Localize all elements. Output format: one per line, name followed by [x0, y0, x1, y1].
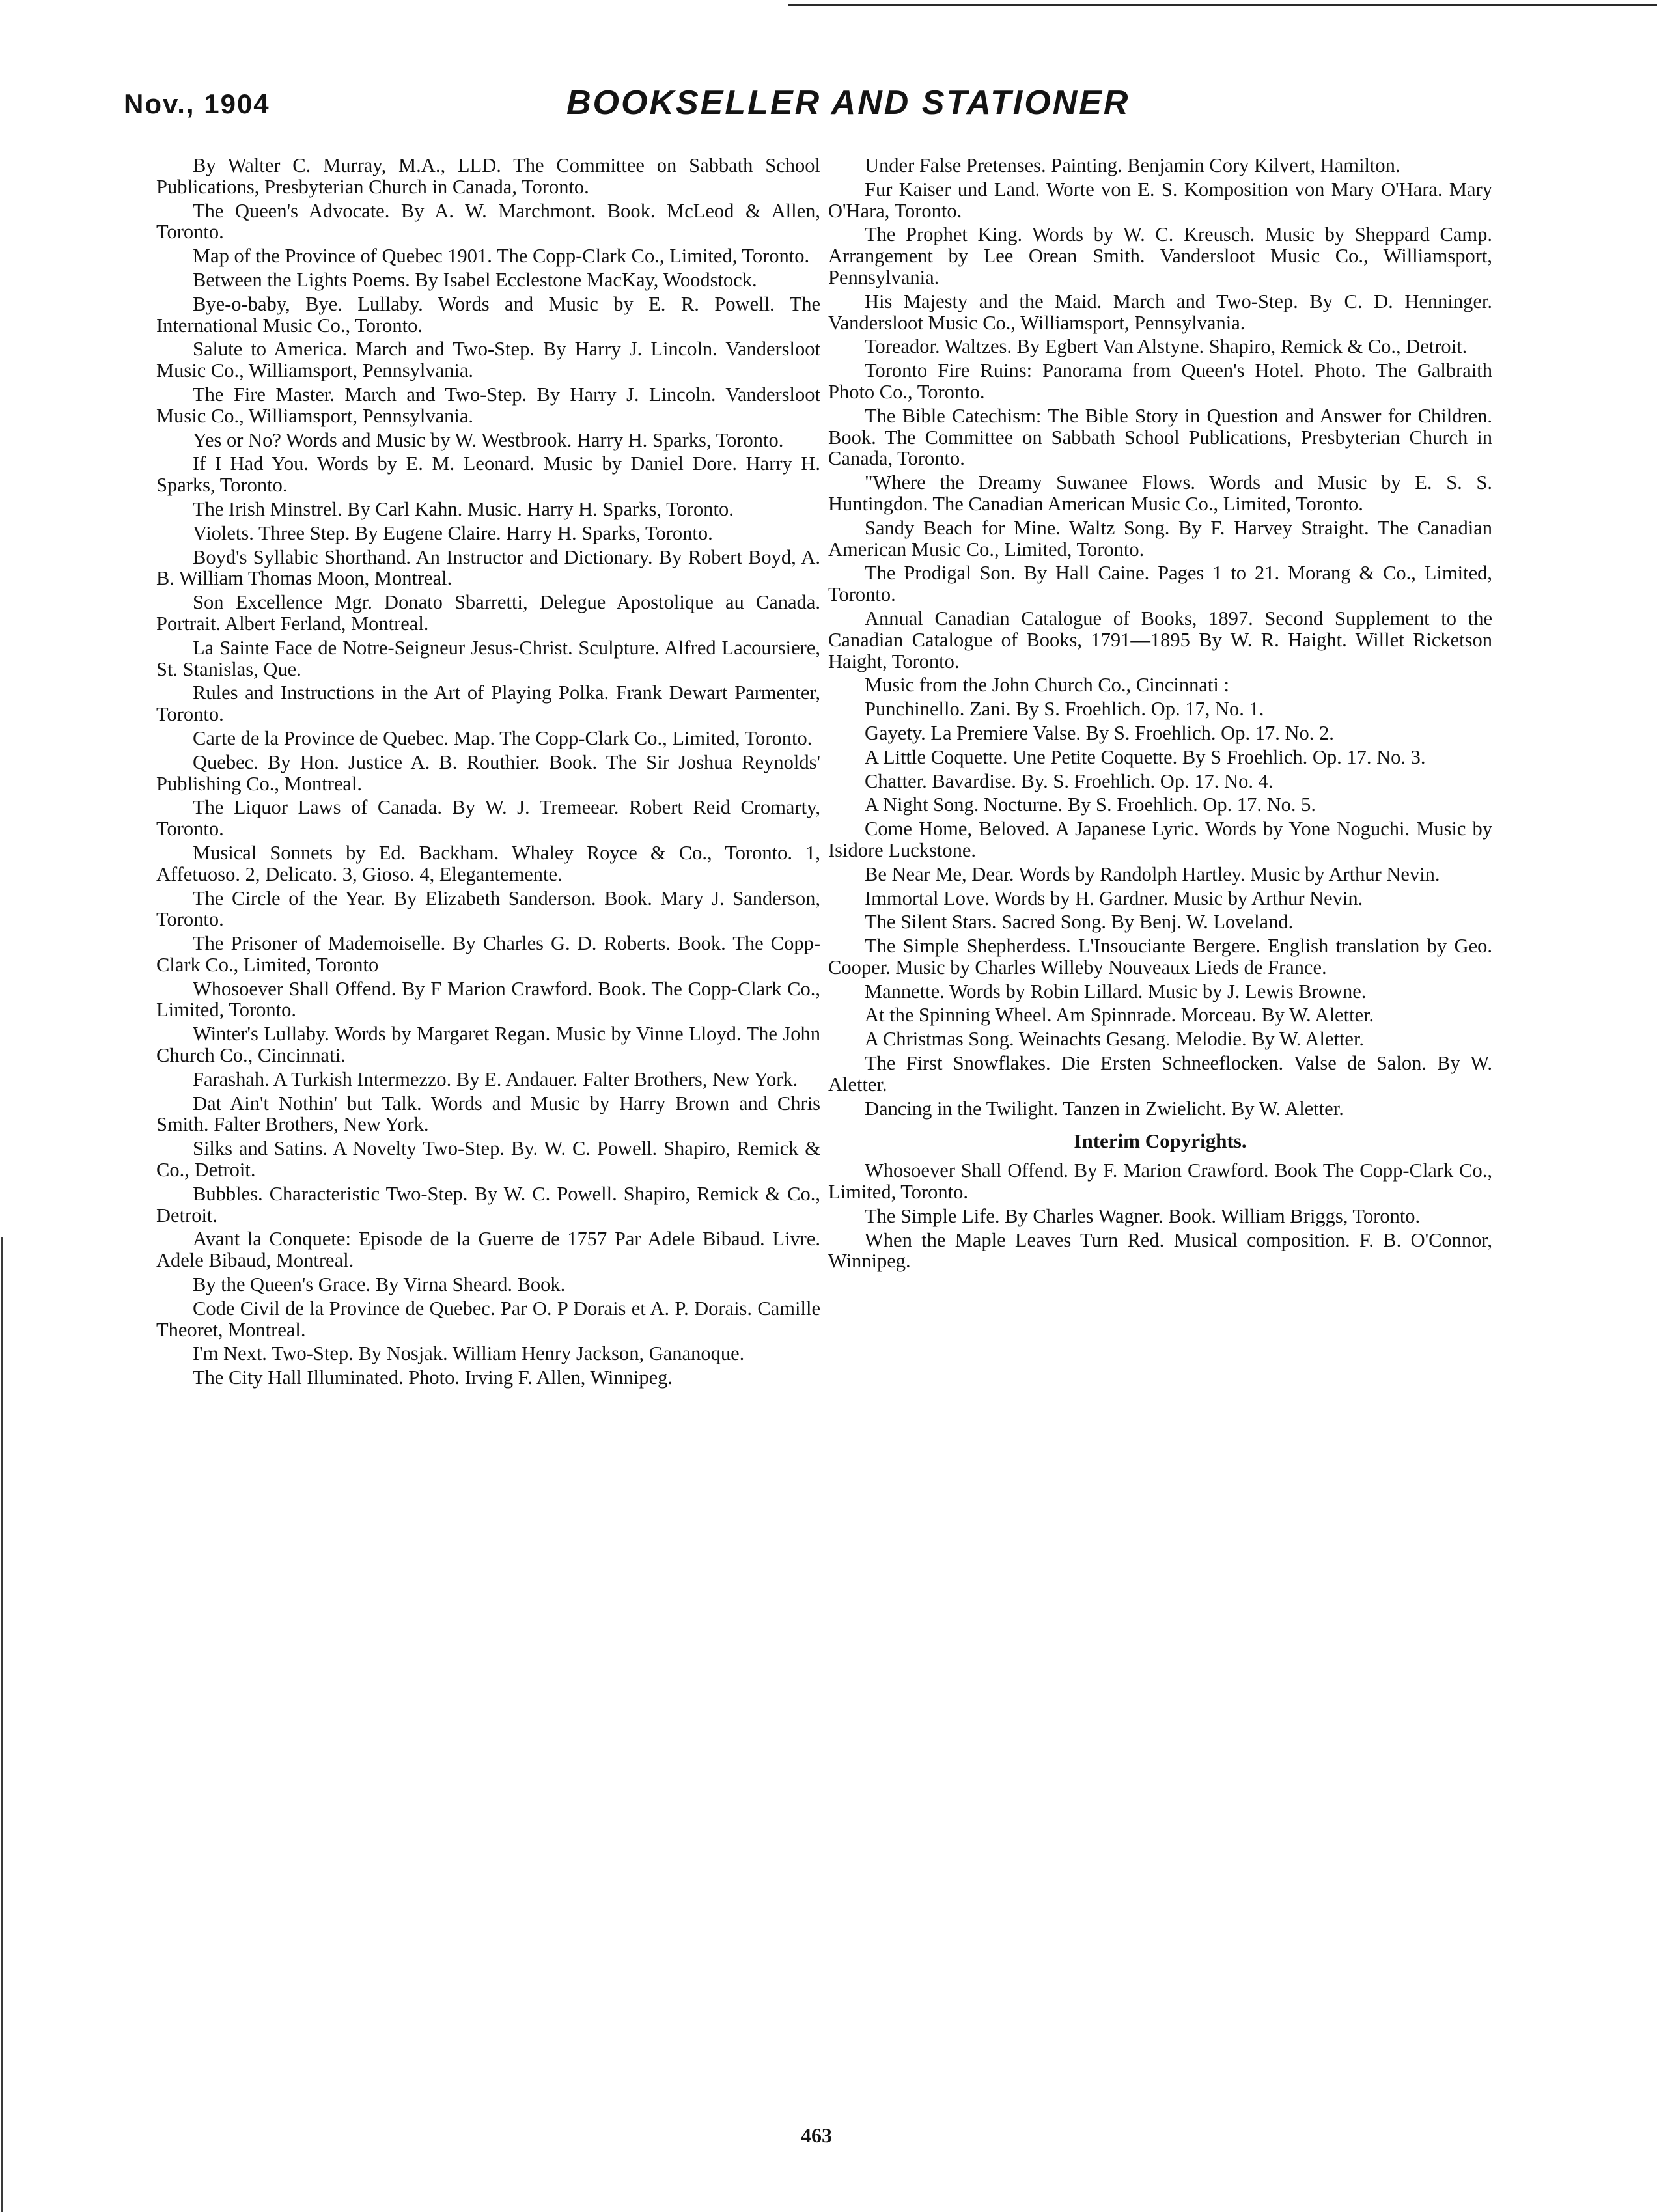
catalogue-entry: Under False Pretenses. Painting. Benjamin Cory Kilvert, Hamilton.	[865, 154, 1400, 176]
catalogue-entry: Annual Canadian Catalogue of Books, 1897. Second Supplement to the Canadian Catalogue of Books, 1791—1895 By W. R. Haight. Willet Ricketson Haight, Toronto.	[828, 607, 1492, 672]
catalogue-entry: By Walter C. Murray, M.A., LLD. The Committee on Sabbath School Publications, Presbyterian Church in Canada, Toronto.	[156, 154, 820, 198]
catalogue-entry: Whosoever Shall Offend. By F. Marion Crawford. Book The Copp-Clark Co., Limited, Toronto.	[828, 1159, 1492, 1204]
catalogue-entry: Code Civil de la Province de Quebec. Par O. P Dorais et A. P. Dorais. Camille Theoret, Montreal.	[156, 1297, 820, 1341]
catalogue-entry: Boyd's Syllabic Shorthand. An Instructor and Dictionary. By Robert Boyd, A. B. William Thomas Moon, Montreal.	[156, 546, 820, 590]
catalogue-entry: Mannette. Words by Robin Lillard. Music by J. Lewis Browne.	[865, 980, 1367, 1002]
right-entries	[828, 155, 1492, 1119]
catalogue-entry: By the Queen's Grace. By Virna Sheard. Book.	[193, 1273, 566, 1296]
catalogue-entry: The Circle of the Year. By Elizabeth Sanderson. Book. Mary J. Sanderson, Toronto.	[156, 887, 820, 931]
catalogue-entry: Toreador. Waltzes. By Egbert Van Alstyne. Shapiro, Remick & Co., Detroit.	[865, 335, 1468, 358]
catalogue-entry: Winter's Lullaby. Words by Margaret Regan. Music by Vinne Lloyd. The John Church Co., Cincinnati.	[156, 1023, 820, 1067]
page-number: 463	[801, 2123, 832, 2147]
catalogue-entry: Map of the Province of Quebec 1901. The Copp-Clark Co., Limited, Toronto.	[193, 245, 810, 268]
running-title: BOOKSELLER AND STATIONER	[566, 84, 1130, 122]
catalogue-entry: Son Excellence Mgr. Donato Sbarretti, Delegue Apostolique au Canada. Portrait. Albert Ferland, Montreal.	[156, 591, 820, 635]
catalogue-entry: The Irish Minstrel. By Carl Kahn. Music. Harry H. Sparks, Toronto.	[193, 497, 734, 520]
scan-margin-line	[1, 1237, 3, 2212]
catalogue-entry: Music from the John Church Co., Cincinnati :	[865, 674, 1229, 697]
right-column	[828, 155, 1492, 1275]
catalogue-entry: The First Snowflakes. Die Ersten Schneeflocken. Valse de Salon. By W. Aletter.	[828, 1052, 1492, 1096]
catalogue-entry: Silks and Satins. A Novelty Two-Step. By. W. C. Powell. Shapiro, Remick & Co., Detroit.	[156, 1137, 820, 1182]
interim-entries	[828, 1160, 1492, 1272]
catalogue-entry: Bye-o-baby, Bye. Lullaby. Words and Music by E. R. Powell. The International Music Co., Toronto.	[156, 292, 820, 337]
catalogue-entry: The Bible Catechism: The Bible Story in Question and Answer for Children. Book. The Committee on Sabbath School Publications, Presbyterian Church in Canada, Toronto.	[828, 404, 1492, 470]
catalogue-entry: Dat Ain't Nothin' but Talk. Words and Music by Harry Brown and Chris Smith. Falter Brothers, New York.	[156, 1092, 820, 1136]
catalogue-entry: I'm Next. Two-Step. By Nosjak. William Henry Jackson, Gananoque.	[193, 1342, 745, 1365]
catalogue-entry: Immortal Love. Words by H. Gardner. Music by Arthur Nevin.	[865, 887, 1363, 909]
catalogue-entry: Come Home, Beloved. A Japanese Lyric. Words by Yone Noguchi. Music by Isidore Luckstone.	[828, 818, 1492, 861]
catalogue-entry: The Simple Shepherdess. L'Insouciante Bergere. English translation by Geo. Cooper. Music by Charles Willeby Nouveaux Lieds de France.	[828, 935, 1492, 978]
catalogue-entry: Salute to America. March and Two-Step. By Harry J. Lincoln. Vandersloot Music Co., Williamsport, Pennsylvania.	[156, 338, 820, 382]
catalogue-entry: Rules and Instructions in the Art of Playing Polka. Frank Dewart Parmenter, Toronto.	[156, 682, 820, 726]
top-edge-rule	[788, 4, 1657, 6]
left-column	[156, 155, 820, 1391]
catalogue-entry: If I Had You. Words by E. M. Leonard. Music by Daniel Dore. Harry H. Sparks, Toronto.	[156, 452, 820, 497]
catalogue-entry: Sandy Beach for Mine. Waltz Song. By F. Harvey Straight. The Canadian American Music Co., Limited, Toronto.	[828, 516, 1492, 560]
catalogue-entry: The Simple Life. By Charles Wagner. Book. William Briggs, Toronto.	[865, 1204, 1421, 1227]
catalogue-entry: Toronto Fire Ruins: Panorama from Queen's Hotel. Photo. The Galbraith Photo Co., Toronto.	[828, 359, 1492, 403]
catalogue-entry: Yes or No? Words and Music by W. Westbrook. Harry H. Sparks, Toronto.	[193, 428, 784, 451]
catalogue-entry: The Prophet King. Words by W. C. Kreusch. Music by Sheppard Camp. Arrangement by Lee Orean Smith. Vandersloot Music Co., Williamsport, Pennsylvania.	[828, 223, 1492, 288]
interim-copyrights-heading: Interim Copyrights.	[1074, 1129, 1247, 1153]
page-header	[124, 83, 1556, 135]
catalogue-entry: At the Spinning Wheel. Am Spinnrade. Morceau. By W. Aletter.	[865, 1004, 1374, 1027]
catalogue-entry: Violets. Three Step. By Eugene Claire. Harry H. Sparks, Toronto.	[193, 521, 713, 544]
catalogue-entry: His Majesty and the Maid. March and Two-Step. By C. D. Henninger. Vandersloot Music Co., Williamsport, Pennsylvania.	[828, 290, 1492, 334]
catalogue-entry: Musical Sonnets by Ed. Backham. Whaley Royce & Co., Toronto. 1, Affetuoso. 2, Delicato. 3, Gioso. 4, Elegantemente.	[156, 841, 820, 885]
catalogue-entry: The City Hall Illuminated. Photo. Irving F. Allen, Winnipeg.	[193, 1366, 673, 1389]
catalogue-entry: The Queen's Advocate. By A. W. Marchmont. Book. McLeod & Allen, Toronto.	[156, 199, 820, 243]
catalogue-entry: Quebec. By Hon. Justice A. B. Routhier. Book. The Sir Joshua Reynolds' Publishing Co., Montreal.	[156, 751, 820, 795]
catalogue-entry: "Where the Dreamy Suwanee Flows. Words and Music by E. S. S. Huntingdon. The Canadian American Music Co., Limited, Toronto.	[828, 471, 1492, 515]
catalogue-entry: Farashah. A Turkish Intermezzo. By E. Andauer. Falter Brothers, New York.	[193, 1068, 798, 1090]
catalogue-entry: Fur Kaiser und Land. Worte von E. S. Komposition von Mary O'Hara. Mary O'Hara, Toronto.	[828, 178, 1492, 222]
catalogue-entry: The Prodigal Son. By Hall Caine. Pages 1 to 21. Morang & Co., Limited, Toronto.	[828, 562, 1492, 606]
catalogue-entry: La Sainte Face de Notre-Seigneur Jesus-Christ. Sculpture. Alfred Lacoursiere, St. Stanislas, Que.	[156, 636, 820, 680]
catalogue-entry: Be Near Me, Dear. Words by Randolph Hartley. Music by Arthur Nevin.	[865, 863, 1440, 885]
catalogue-entry: Between the Lights Poems. By Isabel Ecclestone MacKay, Woodstock.	[193, 268, 757, 291]
catalogue-entry: Gayety. La Premiere Valse. By S. Froehlich. Op. 17. No. 2.	[865, 721, 1334, 744]
catalogue-entry: Bubbles. Characteristic Two-Step. By W. C. Powell. Shapiro, Remick & Co., Detroit.	[156, 1182, 820, 1226]
catalogue-entry: The Fire Master. March and Two-Step. By Harry J. Lincoln. Vandersloot Music Co., Williamsport, Pennsylvania.	[156, 383, 820, 427]
issue-date: Nov., 1904	[124, 89, 270, 119]
catalogue-entry: The Liquor Laws of Canada. By W. J. Tremeear. Robert Reid Cromarty, Toronto.	[156, 796, 820, 840]
catalogue-entry: Carte de la Province de Quebec. Map. The Copp-Clark Co., Limited, Toronto.	[193, 726, 813, 749]
catalogue-entry: A Night Song. Nocturne. By S. Froehlich. Op. 17. No. 5.	[865, 794, 1316, 816]
catalogue-entry: Avant la Conquete: Episode de la Guerre de 1757 Par Adele Bibaud. Livre. Adele Bibaud, Montreal.	[156, 1228, 820, 1272]
catalogue-entry: The Prisoner of Mademoiselle. By Charles G. D. Roberts. Book. The Copp-Clark Co., Limited, Toronto	[156, 932, 820, 976]
catalogue-entry: The Silent Stars. Sacred Song. By Benj. W. Loveland.	[865, 911, 1294, 933]
catalogue-entry: Whosoever Shall Offend. By F Marion Crawford. Book. The Copp-Clark Co., Limited, Toronto.	[156, 977, 820, 1021]
catalogue-entry: Dancing in the Twilight. Tanzen in Zwielicht. By W. Aletter.	[865, 1097, 1344, 1120]
catalogue-entry: A Little Coquette. Une Petite Coquette. By S Froehlich. Op. 17. No. 3.	[865, 745, 1426, 768]
catalogue-entry: A Christmas Song. Weinachts Gesang. Melodie. By W. Aletter.	[865, 1028, 1365, 1051]
catalogue-entry: Chatter. Bavardise. By. S. Froehlich. Op. 17. No. 4.	[865, 769, 1274, 792]
catalogue-entry: When the Maple Leaves Turn Red. Musical composition. F. B. O'Connor, Winnipeg.	[828, 1228, 1492, 1273]
catalogue-entry: Punchinello. Zani. By S. Froehlich. Op. 17, No. 1.	[865, 698, 1264, 721]
